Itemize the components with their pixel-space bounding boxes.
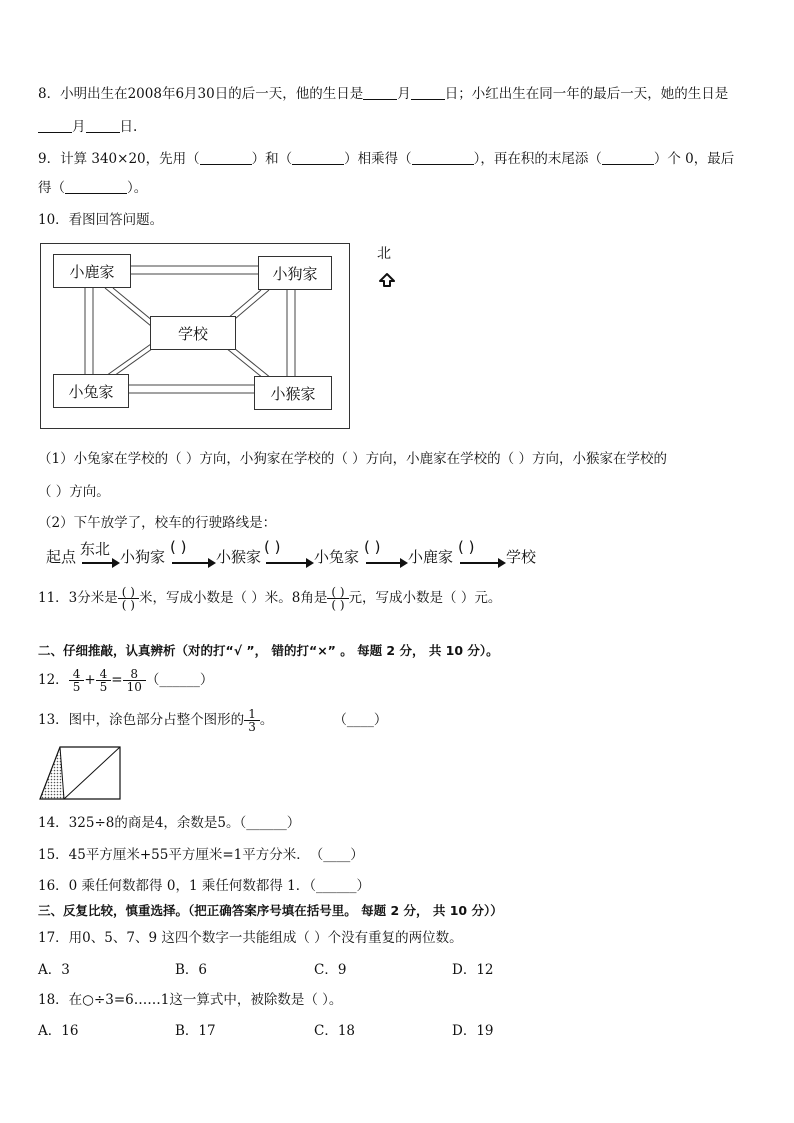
question-16: 16．0 乘任何数都得 0，1 乘任何数都得 1．（______） <box>38 878 370 894</box>
option-c[interactable]: C．18 <box>314 1023 356 1039</box>
question-12: 12． $\frac{4}{5}$ + $\frac{4}{5}$ = $\frac{8}{10}$ （______） <box>38 667 214 694</box>
route-direction-blank[interactable]: ( ) <box>170 538 187 556</box>
route-stop-rabbit: 小兔家 <box>314 548 360 566</box>
route-arrow <box>460 562 504 564</box>
route-stop-monkey: 小猴家 <box>216 548 262 566</box>
option-a[interactable]: A．16 <box>38 1023 79 1039</box>
question-10-sub-2: （2）下午放学了，校车的行驶路线是： <box>38 515 277 531</box>
question-10-sub-1-line-2: （ ）方向。 <box>38 484 110 500</box>
place-dog-home: 小狗家 <box>258 256 332 290</box>
route-stop-dog: 小狗家 <box>120 548 166 566</box>
question-11: 11．3分米是 $\frac{( )}{( )}$ 米，写成小数是（ ）米。8角是 $\frac{( )}{( )}$ 元，写成小数是（ ）元。 <box>38 585 502 612</box>
place-rabbit-home: 小兔家 <box>53 374 129 408</box>
answer-blank[interactable] <box>292 150 344 165</box>
answer-blank[interactable] <box>65 179 127 194</box>
north-label: 北 <box>377 246 391 262</box>
fraction-blank[interactable]: $\frac{( )}{( )}$ <box>120 586 137 611</box>
option-d[interactable]: D．12 <box>452 962 494 978</box>
route-stop-school: 学校 <box>506 548 537 566</box>
question-9-line-1: 9．计算 340×20，先用（ ）和（ ）相乘得（ ），再在积的末尾添（ ）个 0，最后 <box>38 151 735 167</box>
answer-blank[interactable] <box>363 85 397 100</box>
route-direction-blank[interactable]: ( ) <box>458 538 475 556</box>
option-b[interactable]: B．6 <box>175 962 208 978</box>
question-18-options <box>38 1019 538 1039</box>
route-direction-1: 东北 <box>80 540 111 558</box>
answer-blank[interactable] <box>411 85 445 100</box>
route-arrow <box>366 562 406 564</box>
route-stop-deer: 小鹿家 <box>408 548 454 566</box>
question-10-title: 10．看图回答问题。 <box>38 212 164 228</box>
answer-blank[interactable] <box>38 118 72 133</box>
place-school: 学校 <box>150 316 236 350</box>
option-d[interactable]: D．19 <box>452 1023 494 1039</box>
bus-route <box>46 540 566 574</box>
route-arrow <box>172 562 214 564</box>
question-15: 15．45平方厘米+55平方厘米=1平方分米． （____） <box>38 847 364 863</box>
route-direction-blank[interactable]: ( ) <box>364 538 381 556</box>
map-figure <box>40 243 350 429</box>
question-8-line-1: 8．小明出生在2008年6月30日的后一天，他的生日是 月 日；小红出生在同一年的最后一天，她的生日是 <box>38 86 729 102</box>
option-a[interactable]: A．3 <box>38 962 70 978</box>
section-2-heading: 二、仔细推敲，认真辨析（对的打“√ ”， 错的打“×” 。 每题 2 分， 共 10 分）。 <box>38 643 499 658</box>
question-13: 13．图中，涂色部分占整个图形的 $\frac{1}{3}$ 。 （____） <box>38 707 388 734</box>
route-arrow <box>266 562 312 564</box>
north-arrow-icon <box>377 272 397 288</box>
trapezoid-figure <box>38 745 122 801</box>
fraction-blank[interactable]: $\frac{( )}{( )}$ <box>329 586 346 611</box>
answer-blank[interactable]: （____） <box>333 712 388 728</box>
question-14: 14．325÷8的商是4，余数是5。（______） <box>38 815 301 831</box>
question-17: 17．用0、5、7、9 这四个数字一共能组成（ ）个没有重复的两位数。 <box>38 930 463 946</box>
option-b[interactable]: B．17 <box>175 1023 216 1039</box>
place-monkey-home: 小猴家 <box>254 376 332 410</box>
question-9-line-2: 得（ ）。 <box>38 180 148 196</box>
answer-blank[interactable]: （______） <box>145 672 214 688</box>
route-arrow <box>82 562 118 564</box>
section-3-heading: 三、反复比较，慎重选择。（把正确答案序号填在括号里。 每题 2 分， 共 10 分）） <box>38 903 503 918</box>
option-c[interactable]: C．9 <box>314 962 347 978</box>
answer-blank[interactable] <box>412 150 474 165</box>
route-direction-blank[interactable]: ( ) <box>264 538 281 556</box>
question-10-sub-1-line-1: （1）小兔家在学校的（ ）方向，小狗家在学校的（ ）方向，小鹿家在学校的（ ）方向，小猴家在学校的 <box>38 451 667 467</box>
question-17-options <box>38 958 538 978</box>
answer-blank[interactable] <box>86 118 120 133</box>
route-start: 起点 <box>46 548 77 566</box>
question-8-line-2: 月 日. <box>38 115 137 135</box>
place-deer-home: 小鹿家 <box>53 254 131 288</box>
answer-blank[interactable] <box>200 150 252 165</box>
answer-blank[interactable] <box>602 150 654 165</box>
question-18: 18．在○÷3=6……1这一算式中，被除数是（ ）。 <box>38 992 343 1008</box>
